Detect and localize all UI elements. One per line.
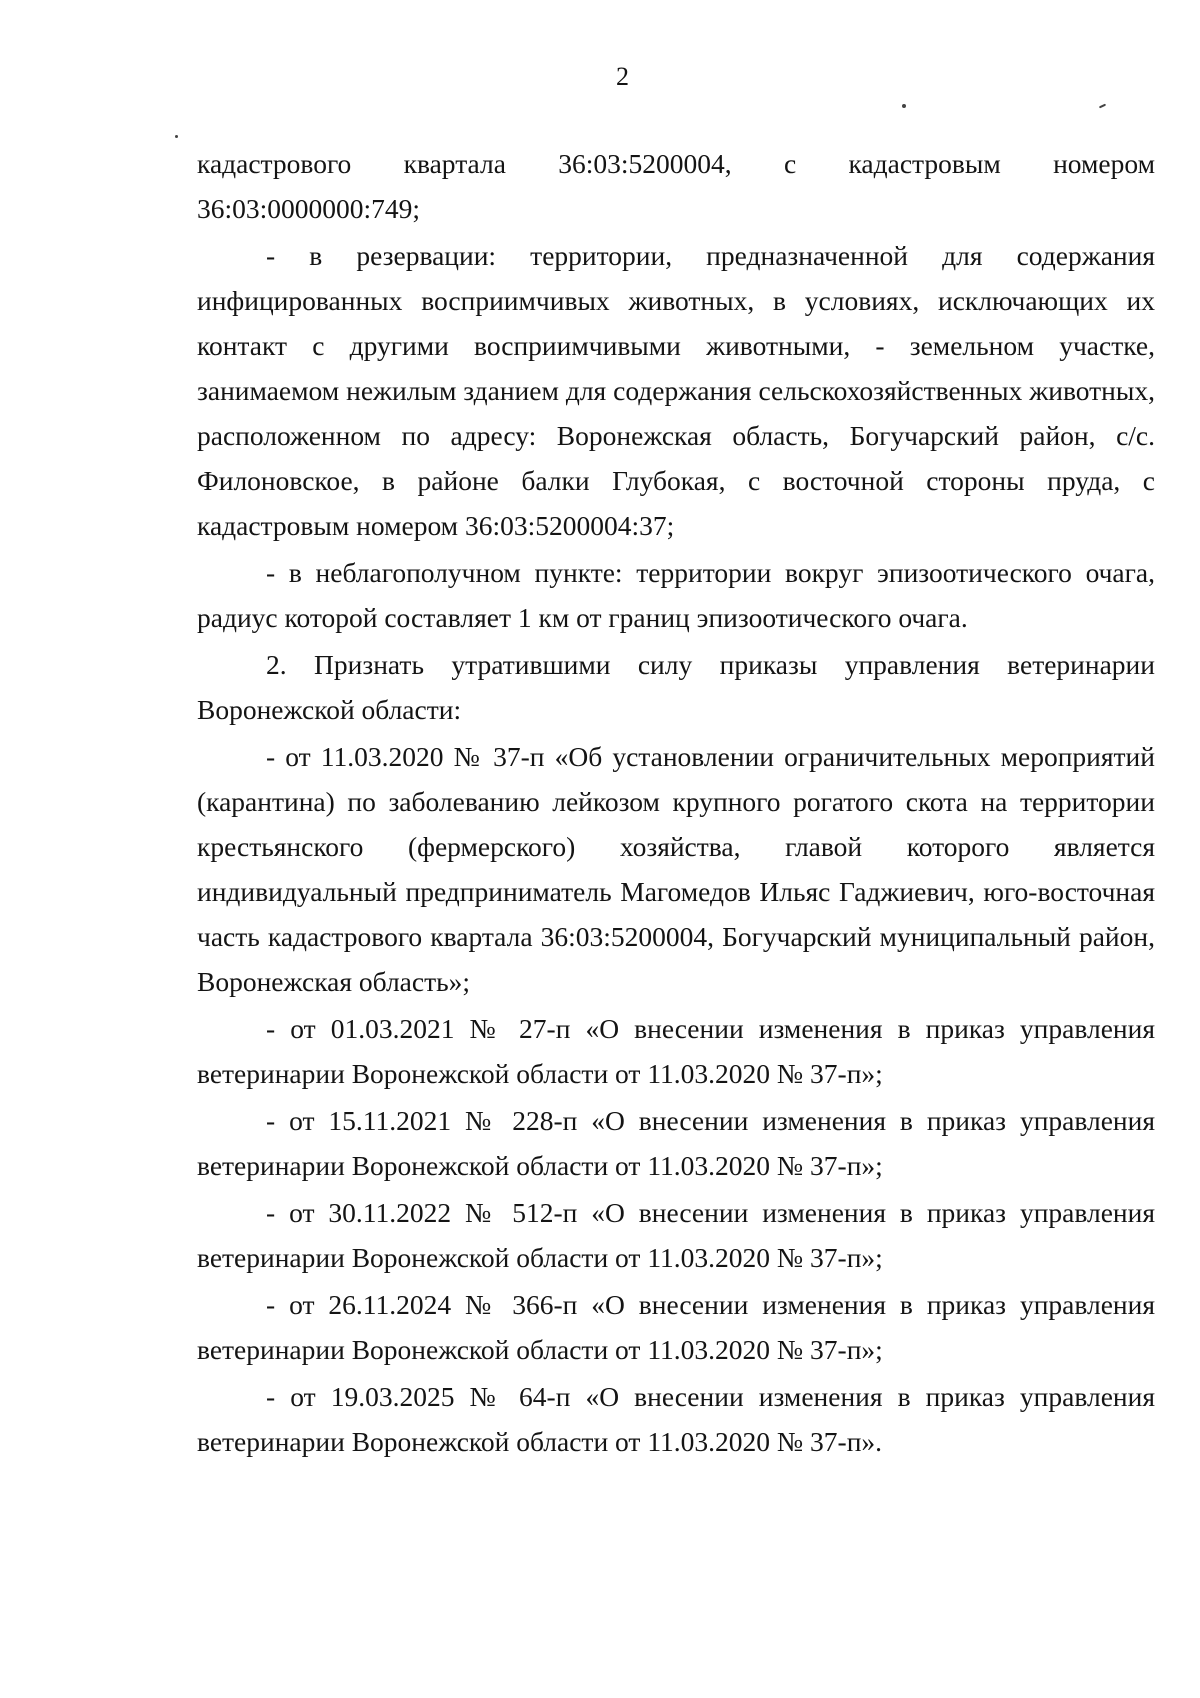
document-body bbox=[197, 141, 1155, 1464]
paragraph-order-27: - от 01.03.2021 № 27-п «О внесении изменения в приказ управления ветеринарии Воронежской области от 11.03.2020 № 37-п»; bbox=[197, 1013, 1155, 1089]
scan-speck bbox=[1099, 104, 1106, 109]
paragraph-order-512: - от 30.11.2022 № 512-п «О внесении изменения в приказ управления ветеринарии Воронежской области от 11.03.2020 № 37-п»; bbox=[197, 1197, 1155, 1273]
scan-speck bbox=[902, 104, 906, 108]
paragraph-order-64: - от 19.03.2025 № 64-п «О внесении изменения в приказ управления ветеринарии Воронежской области от 11.03.2020 № 37-п». bbox=[197, 1381, 1155, 1457]
paragraph-unfavorable-point: - в неблагополучном пункте: территории вокруг эпизоотического очага, радиус которой составляет 1 км от границ эпизоотического очага. bbox=[197, 557, 1155, 633]
paragraph-reservation: - в резервации: территории, предназначенной для содержания инфицированных восприимчивых животных, в условиях, исключающих их контакт с другими восприимчивыми животными, - земельном участке, занимаемом нежилым зданием для содержания сельскохозяйственных животных, расположенном по адресу: Воронежская область, Богучарский район, с/с. Филоновское, в районе балки Глубокая, с восточной стороны пруда, с кадастровым номером 36:03:5200004:37; bbox=[197, 240, 1155, 541]
paragraph-order-366: - от 26.11.2024 № 366-п «О внесении изменения в приказ управления ветеринарии Воронежской области от 11.03.2020 № 37-п»; bbox=[197, 1289, 1155, 1365]
paragraph-order-228: - от 15.11.2021 № 228-п «О внесении изменения в приказ управления ветеринарии Воронежской области от 11.03.2020 № 37-п»; bbox=[197, 1105, 1155, 1181]
paragraph-item-2: 2. Признать утратившими силу приказы управления ветеринарии Воронежской области: bbox=[197, 649, 1155, 725]
paragraph-cadastral-continuation: кадастрового квартала 36:03:5200004, с кадастровым номером 36:03:0000000:749; bbox=[197, 148, 1155, 224]
paragraph-order-37: - от 11.03.2020 № 37-п «Об установлении ограничительных мероприятий (карантина) по заболеванию лейкозом крупного рогатого скота на территории крестьянского (фермерского) хозяйства, главой которого является индивидуальный предприниматель Магомедов Ильяс Гаджиевич, юго-восточная часть кадастрового квартала 36:03:5200004, Богучарский муниципальный район, Воронежская область»; bbox=[197, 741, 1155, 997]
scan-speck bbox=[175, 135, 178, 138]
page-number: 2 bbox=[616, 62, 629, 91]
